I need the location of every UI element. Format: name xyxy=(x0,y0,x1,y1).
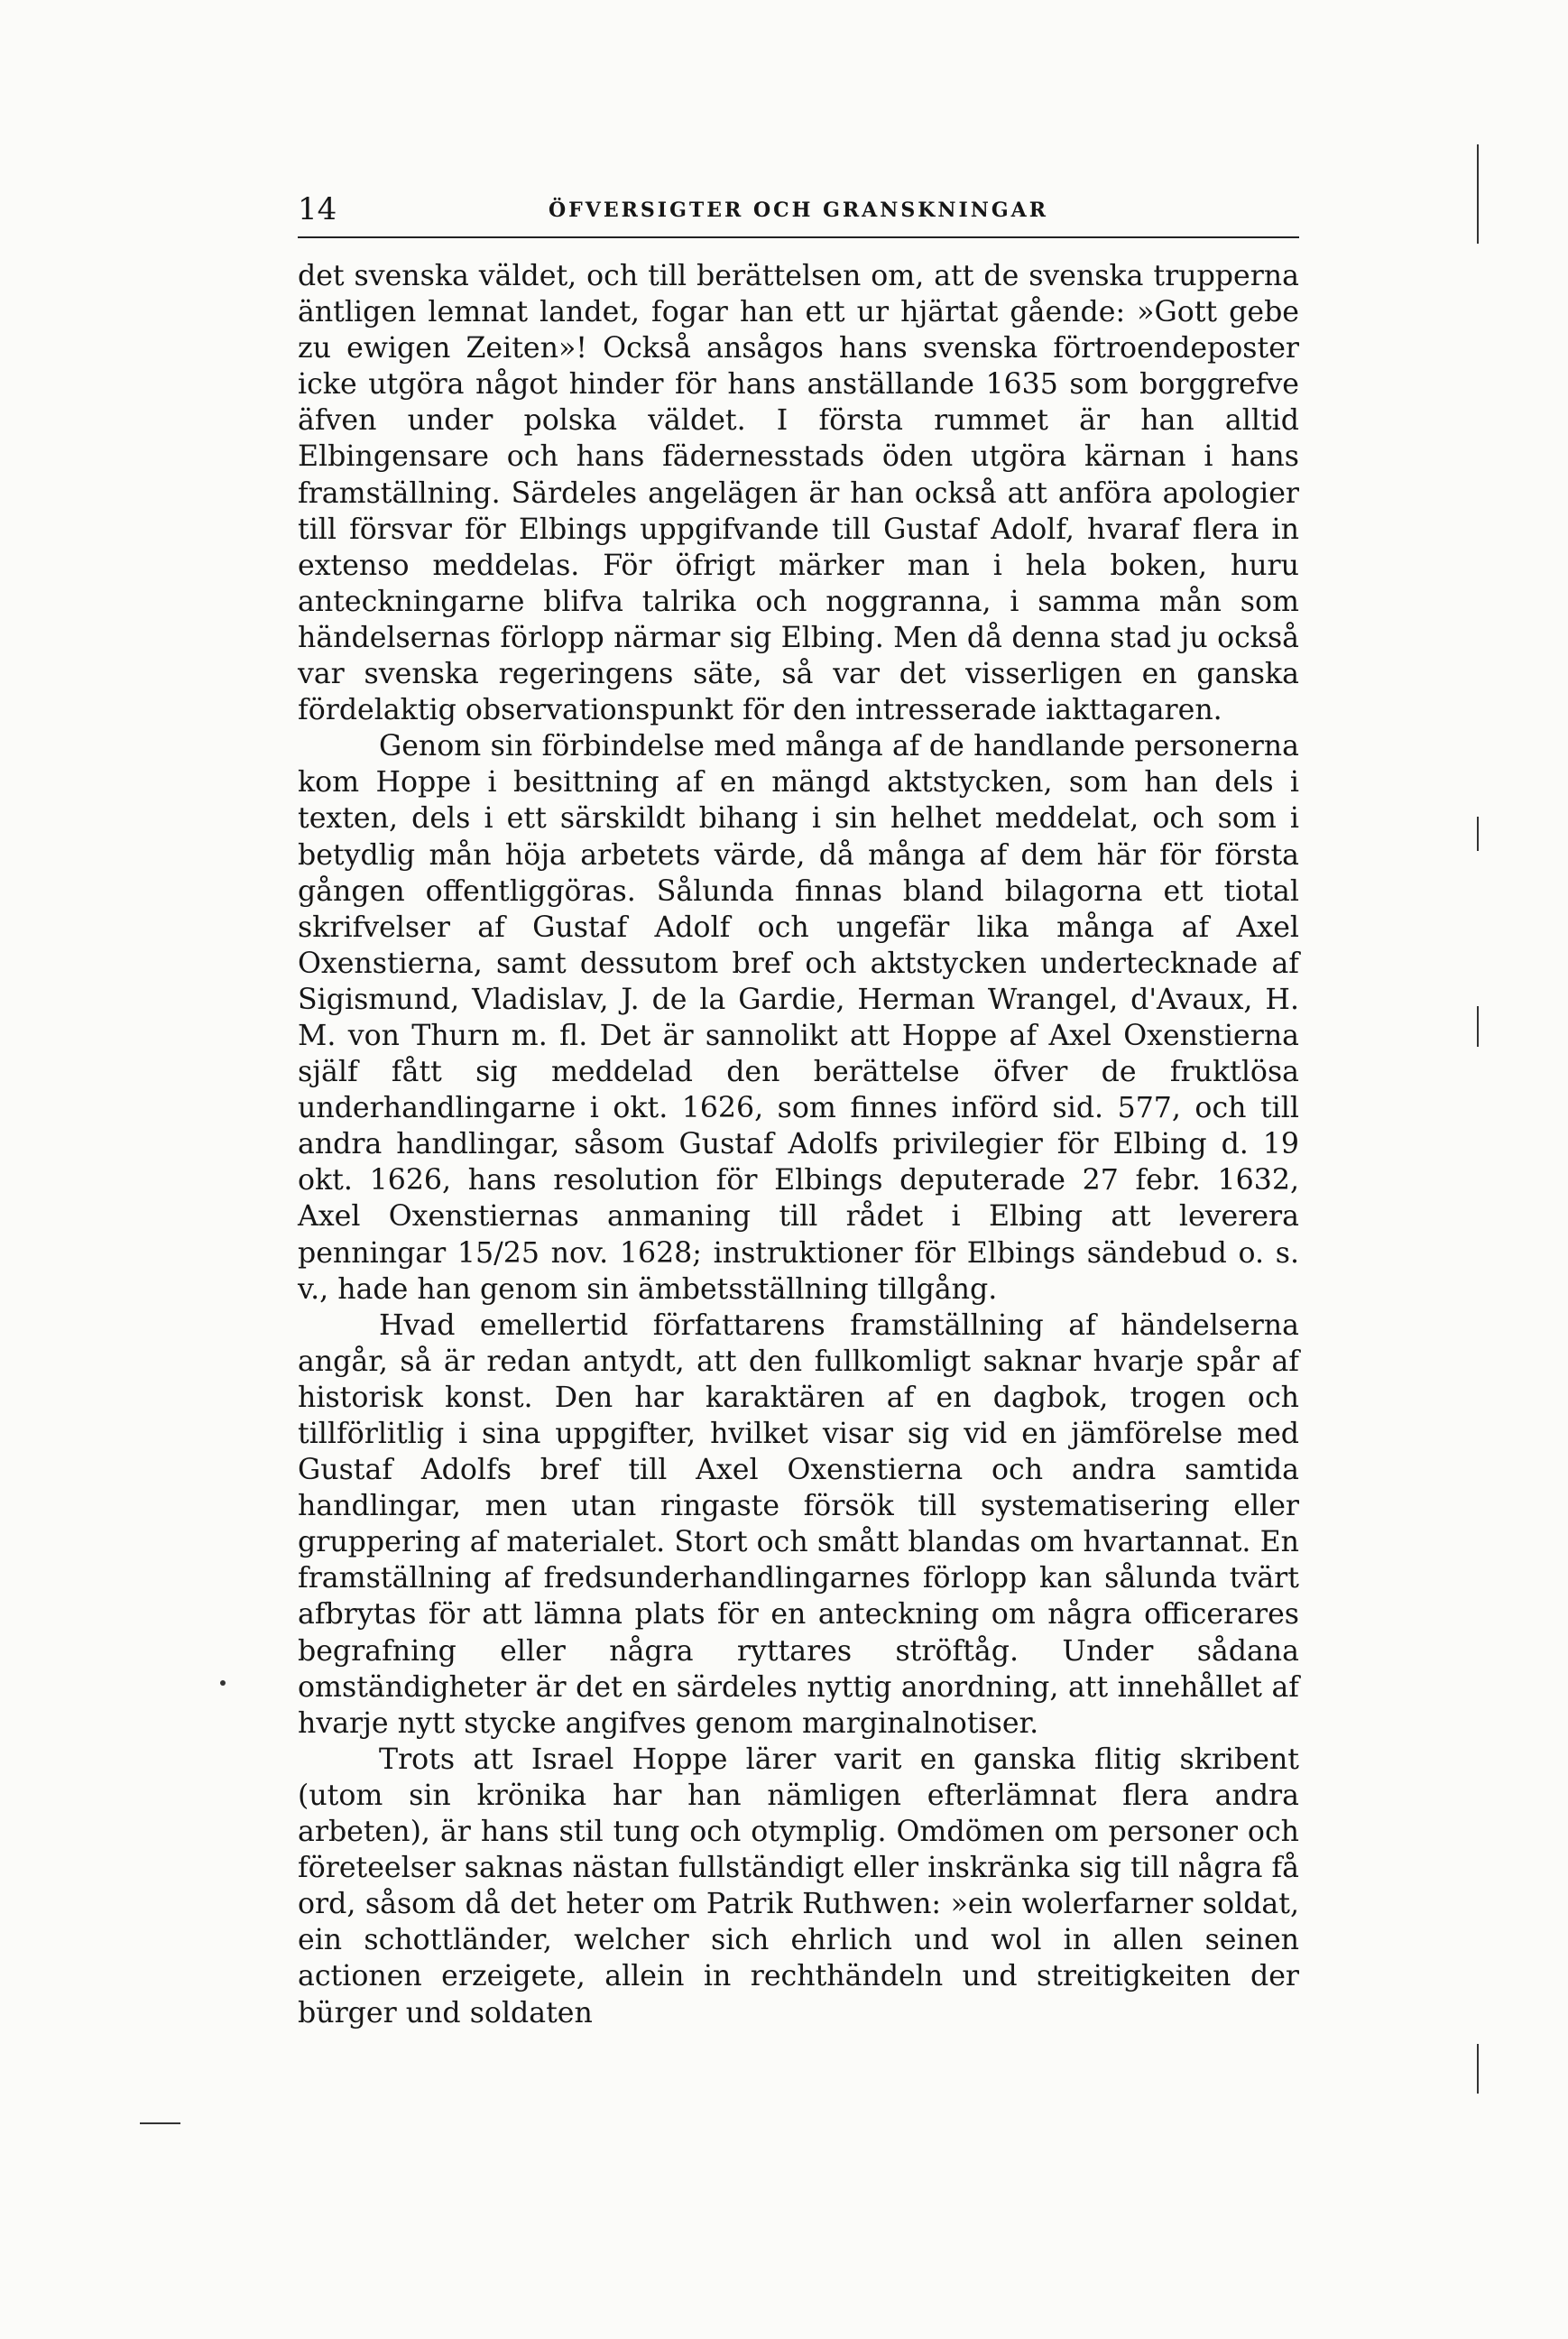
page-header xyxy=(298,190,1299,238)
book-page xyxy=(298,190,1299,2031)
scan-mark-left-dash xyxy=(140,2122,180,2124)
scan-mark-right-3 xyxy=(1477,1006,1479,1047)
paragraph-4: Trots att Israel Hoppe lärer varit en ganska flitig skribent (utom sin krönika har han nämligen efterlämnat flera andra arbeten), är hans stil tung och otymplig. Omdömen om personer och företeelser saknas nästan fullständigt eller inskränka sig till några få ord, såsom då det heter om Patrik Ruthwen: »ein wolerfarner soldat, ein schottländer, welcher sich ehrlich und wol in allen seinen actionen erzeigete, allein in rechthändeln und streitigkeiten der bürger und soldaten xyxy=(298,1743,1299,2029)
scan-mark-right-1 xyxy=(1477,144,1479,244)
scan-mark-right-4 xyxy=(1477,2044,1479,2094)
page-number: 14 xyxy=(298,191,337,227)
running-title: ÖFVERSIGTER OCH GRANSKNINGAR xyxy=(549,199,1048,222)
scan-mark-dot xyxy=(220,1680,226,1686)
paragraph-3: Hvad emellertid författarens framställning af händelserna angår, så är redan antydt, att den fullkomligt saknar hvarje spår af historisk konst. Den har karaktären af en dagbok, trogen och tillförlitlig i sina uppgifter, hvilket visar sig vid en jämförelse med Gustaf Adolfs bref till Axel Oxenstierna och andra samtida handlingar, men utan ringaste försök till systematisering eller gruppering af materialet. Stort och smått blandas om hvartannat. En framställning af fredsunderhandlingarnes förlopp kan sålunda tvärt afbrytas för att lämna plats för en anteckning om några officerares begrafning eller några ryttares ströftåg. Under sådana omständigheter är det en särdeles nyttig anordning, att innehållet af hvarje nytt stycke angifves genom marginalnotiser. xyxy=(298,1308,1299,1740)
body-text xyxy=(298,258,1299,2031)
paragraph-2: Genom sin förbindelse med många af de handlande personerna kom Hoppe i besittning af en mängd aktstycken, som han dels i texten, dels i ett särskildt bihang i sin helhet meddelat, och som i betydlig mån höja arbetets värde, då många af dem här för första gången offentliggöras. Sålunda finnas bland bilagorna ett tiotal skrifvelser af Gustaf Adolf och ungefär lika många af Axel Oxenstierna, samt dessutom bref och aktstycken undertecknade af Sigismund, Vladislav, J. de la Gardie, Herman Wrangel, d'Avaux, H. M. von Thurn m. fl. Det är sannolikt att Hoppe af Axel Oxenstierna själf fått sig meddelad den berättelse öfver de fruktlösa underhandlingarne i okt. 1626, som finnes införd sid. 577, och till andra handlingar, såsom Gustaf Adolfs privilegier för Elbing d. 19 okt. 1626, hans resolution för Elbings deputerade 27 febr. 1632, Axel Oxenstiernas anmaning till rådet i Elbing att leverera penningar 15/25 nov. 1628; instruktioner för Elbings sändebud o. s. v., hade han genom sin ämbetsställning tillgång. xyxy=(298,730,1299,1306)
paragraph-1: det svenska väldet, och till berättelsen om, att de svenska trupperna äntligen lemnat landet, fogar han ett ur hjärtat gående: »Gott gebe zu ewigen Zeiten»! Också ansågos hans svenska förtroendeposter icke utgöra något hinder för hans anställande 1635 som borggrefve äfven under polska väldet. I första rummet är han alltid Elbingensare och hans fädernesstads öden utgöra kärnan i hans framställning. Särdeles angelägen är han också att anföra apologier till försvar för Elbings uppgifvande till Gustaf Adolf, hvaraf flera in extenso meddelas. För öfrigt märker man i hela boken, huru anteckningarne blifva talrika och noggranna, i samma mån som händelsernas förlopp närmar sig Elbing. Men då denna stad ju också var svenska regeringens säte, så var det visserligen en ganska fördelaktig observationspunkt för den intresserade iakttagaren. xyxy=(298,260,1299,727)
scan-mark-right-2 xyxy=(1477,817,1479,851)
